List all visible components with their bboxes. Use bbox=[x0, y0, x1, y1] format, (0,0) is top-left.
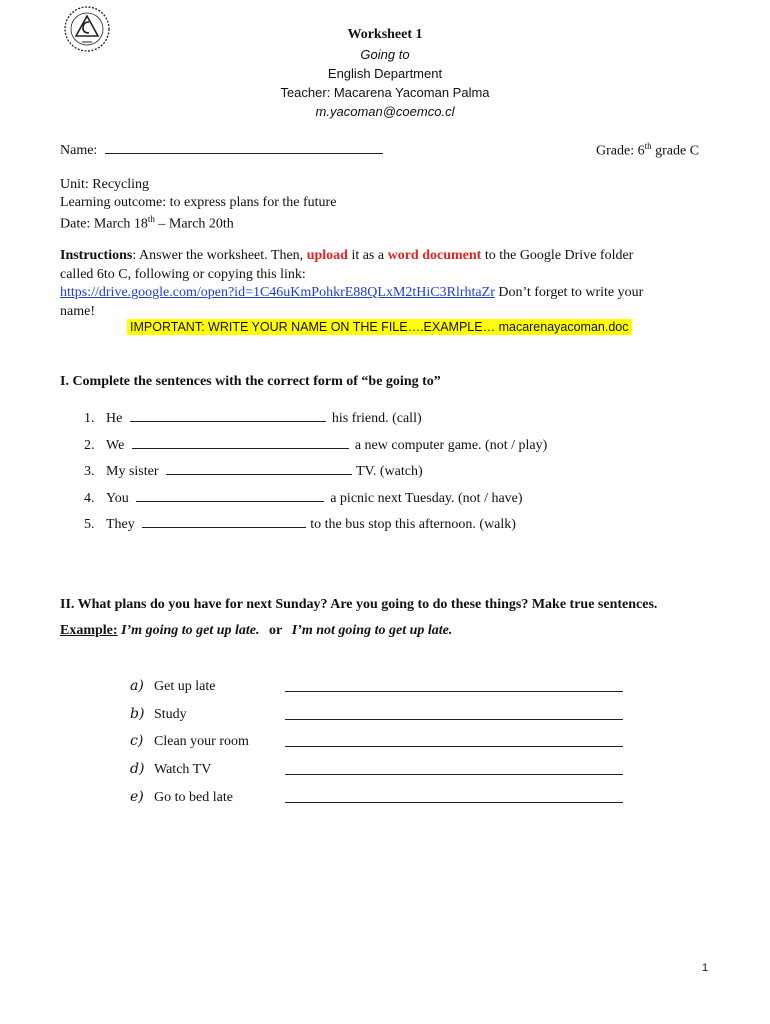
item-text: Study bbox=[154, 707, 187, 722]
plan-line-b[interactable] bbox=[285, 719, 623, 720]
example-row bbox=[60, 623, 452, 639]
item-text: Get up late bbox=[154, 679, 216, 694]
drive-link[interactable]: https://drive.google.com/open?id=1C46uKmPohkrE88QLxM2tHiC3RlrhtaZr bbox=[60, 285, 495, 300]
department: English Department bbox=[327, 66, 443, 81]
item-number: 2. bbox=[84, 438, 95, 453]
important-note bbox=[127, 318, 632, 336]
item-number: 3. bbox=[84, 464, 95, 479]
item-number: 5. bbox=[84, 517, 95, 532]
answer-line-5[interactable] bbox=[142, 515, 306, 528]
item-subject: You bbox=[106, 491, 129, 506]
section1-item-2 bbox=[84, 436, 547, 454]
date-line bbox=[60, 211, 336, 233]
item-letter: e) bbox=[130, 789, 144, 805]
item-letter: b) bbox=[130, 706, 145, 722]
answer-line-1[interactable] bbox=[130, 409, 326, 422]
outcome-line: Learning outcome: to express plans for the future bbox=[60, 194, 337, 210]
item-rest: a new computer game. (not / play) bbox=[354, 438, 548, 453]
plan-item-a bbox=[130, 678, 215, 695]
plan-item-b bbox=[130, 706, 187, 723]
item-subject: They bbox=[106, 517, 135, 532]
plan-item-d bbox=[130, 761, 211, 778]
date-start: Date: March 18 bbox=[60, 216, 148, 232]
instructions-line-3 bbox=[60, 284, 720, 303]
answer-line-3[interactable] bbox=[166, 462, 352, 475]
example-or: or bbox=[269, 623, 283, 638]
section1-item-3 bbox=[84, 462, 423, 480]
answer-line-2[interactable] bbox=[132, 436, 349, 449]
item-rest: TV. (watch) bbox=[356, 464, 423, 479]
section1-heading: I. Complete the sentences with the correct form of “be going to” bbox=[60, 374, 441, 389]
instructions-text-3: to the Google Drive folder bbox=[481, 248, 634, 263]
name-row bbox=[60, 141, 383, 159]
instructions bbox=[60, 247, 720, 321]
item-subject: We bbox=[106, 438, 125, 453]
item-text: Clean your room bbox=[154, 734, 249, 749]
grade-label bbox=[596, 141, 699, 160]
upload-keyword: upload bbox=[306, 248, 348, 263]
item-subject: He bbox=[106, 411, 123, 426]
example-affirmative: I’m going to get up late. bbox=[121, 623, 260, 638]
unit-info bbox=[60, 176, 336, 233]
item-rest: to the bus stop this afternoon. (walk) bbox=[310, 517, 516, 532]
item-number: 1. bbox=[84, 411, 95, 426]
grade-sup: th bbox=[644, 141, 652, 151]
item-text: Go to bed late bbox=[154, 790, 233, 805]
plan-item-c bbox=[130, 733, 249, 750]
section1-item-4 bbox=[84, 489, 523, 507]
unit-line: Unit: Recycling bbox=[60, 177, 150, 192]
plan-item-e bbox=[130, 789, 233, 806]
instructions-label: Instructions bbox=[60, 248, 133, 263]
section1-item-5 bbox=[84, 515, 516, 533]
worksheet-subtitle: Going to bbox=[360, 47, 410, 62]
item-letter: c) bbox=[130, 733, 144, 749]
example-label: Example: bbox=[60, 623, 118, 638]
teacher-name: Teacher: Macarena Yacoman Palma bbox=[280, 85, 490, 100]
item-rest: his friend. (call) bbox=[331, 411, 422, 426]
plan-line-c[interactable] bbox=[285, 746, 623, 747]
plan-line-d[interactable] bbox=[285, 774, 623, 775]
worksheet-title: Worksheet 1 bbox=[347, 27, 423, 42]
date-sup: th bbox=[147, 214, 155, 224]
teacher-email: m.yacoman@coemco.cl bbox=[315, 104, 455, 119]
item-letter: d) bbox=[130, 761, 145, 777]
instructions-text-1: : Answer the worksheet. Then, bbox=[132, 248, 307, 263]
section1-item-1 bbox=[84, 409, 422, 427]
important-highlight: IMPORTANT: WRITE YOUR NAME ON THE FILE….EXAMPLE… macarenayacoman.doc bbox=[127, 319, 632, 335]
instructions-text-5: Don’t forget to write your bbox=[494, 285, 644, 300]
item-letter: a) bbox=[130, 678, 144, 694]
item-subject: My sister bbox=[106, 464, 159, 479]
name-label: Name: bbox=[60, 143, 98, 158]
item-rest: a picnic next Tuesday. (not / have) bbox=[330, 491, 523, 506]
grade-text: Grade: 6 bbox=[596, 143, 645, 159]
page-number: 1 bbox=[702, 962, 709, 974]
answer-line-4[interactable] bbox=[136, 489, 324, 502]
date-end: – March 20th bbox=[154, 216, 234, 232]
word-document-keyword: word document bbox=[387, 248, 482, 263]
item-text: Watch TV bbox=[154, 762, 212, 777]
section2-heading: II. What plans do you have for next Sunday? Are you going to do these things? Make true sentences. bbox=[60, 597, 658, 612]
instructions-line-4: name! bbox=[60, 303, 95, 319]
grade-rest: grade C bbox=[651, 143, 700, 159]
instructions-line-2: called 6to C, following or copying this link: bbox=[60, 266, 306, 282]
example-negative: I’m not going to get up late. bbox=[291, 623, 453, 638]
plan-line-a[interactable] bbox=[285, 691, 623, 692]
plan-line-e[interactable] bbox=[285, 802, 623, 803]
instructions-text-2: it as a bbox=[347, 248, 388, 263]
instructions-line-1 bbox=[60, 247, 720, 266]
item-number: 4. bbox=[84, 491, 95, 506]
name-field[interactable] bbox=[105, 141, 383, 154]
